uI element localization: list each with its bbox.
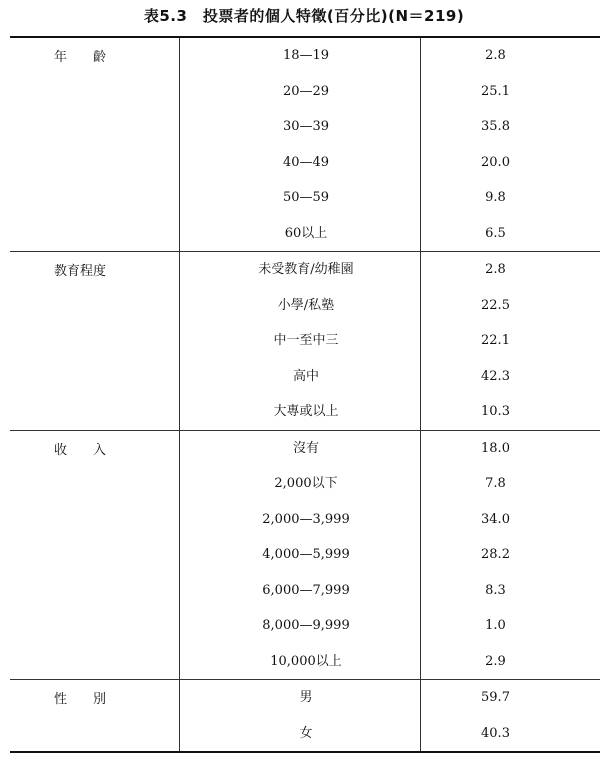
row-label: 女 <box>299 725 313 741</box>
row-label: 50—59 <box>282 190 330 205</box>
table-group-income <box>10 430 600 680</box>
category-cell <box>10 680 180 751</box>
row-label: 2,000—3,999 <box>262 511 350 527</box>
row-value: 9.8 <box>485 190 506 205</box>
row-label: 中一至中三 <box>273 333 339 348</box>
row-value: 22.1 <box>481 333 510 348</box>
row-value: 42.3 <box>481 368 510 384</box>
row-value: 8.3 <box>485 582 506 598</box>
row-value: 59.7 <box>481 690 510 705</box>
subcategory-column <box>180 680 421 751</box>
row-value: 10.3 <box>481 404 510 419</box>
row-value: 25.1 <box>481 83 510 99</box>
value-column <box>421 680 600 751</box>
row-value: 35.8 <box>481 119 510 134</box>
row-label: 10,000以上 <box>270 653 342 669</box>
voter-characteristics-table <box>10 36 600 753</box>
value-column <box>421 431 600 680</box>
row-value: 18.0 <box>481 440 510 456</box>
row-value: 28.2 <box>481 547 510 562</box>
category-label-education: 教育程度 <box>53 264 106 279</box>
table-group-gender <box>10 679 600 751</box>
category-cell <box>10 431 180 680</box>
row-value: 20.0 <box>481 154 510 170</box>
row-label: 18—19 <box>282 48 330 63</box>
row-value: 7.8 <box>485 476 506 491</box>
row-value: 2.8 <box>485 262 506 277</box>
category-label-income: 收 入 <box>53 442 106 458</box>
row-value: 1.0 <box>485 618 506 633</box>
row-value: 6.5 <box>485 225 506 241</box>
row-label: 40—49 <box>282 154 330 170</box>
row-label: 20—29 <box>282 83 330 99</box>
row-label: 男 <box>299 690 313 705</box>
row-value: 34.0 <box>481 511 510 527</box>
row-label: 2,000以下 <box>274 476 338 491</box>
value-column <box>421 252 600 430</box>
row-label: 8,000—9,999 <box>262 618 350 633</box>
row-label: 大專或以上 <box>273 404 339 419</box>
row-label: 未受教育/幼稚園 <box>258 262 354 277</box>
category-label-gender: 性 別 <box>53 692 106 707</box>
table-group-age <box>10 38 600 251</box>
row-label: 30—39 <box>282 119 330 134</box>
row-label: 小學/私塾 <box>277 297 335 313</box>
category-cell <box>10 252 180 430</box>
row-label: 6,000—7,999 <box>262 582 350 598</box>
row-label: 高中 <box>292 368 319 384</box>
category-cell <box>10 38 180 251</box>
row-value: 2.8 <box>485 48 506 63</box>
row-label: 4,000—5,999 <box>262 547 350 562</box>
row-label: 沒有 <box>292 440 319 456</box>
table-group-education <box>10 251 600 430</box>
row-value: 2.9 <box>485 653 506 669</box>
subcategory-column <box>180 431 421 680</box>
row-value: 22.5 <box>481 297 510 313</box>
subcategory-column <box>180 252 421 430</box>
row-value: 40.3 <box>481 725 510 741</box>
subcategory-column <box>180 38 421 251</box>
table-title: 表5.3 投票者的個人特徵(百分比)(N＝219) <box>143 7 465 25</box>
category-label-age: 年 齡 <box>53 50 106 65</box>
row-label: 60以上 <box>284 225 328 241</box>
value-column <box>421 38 600 251</box>
